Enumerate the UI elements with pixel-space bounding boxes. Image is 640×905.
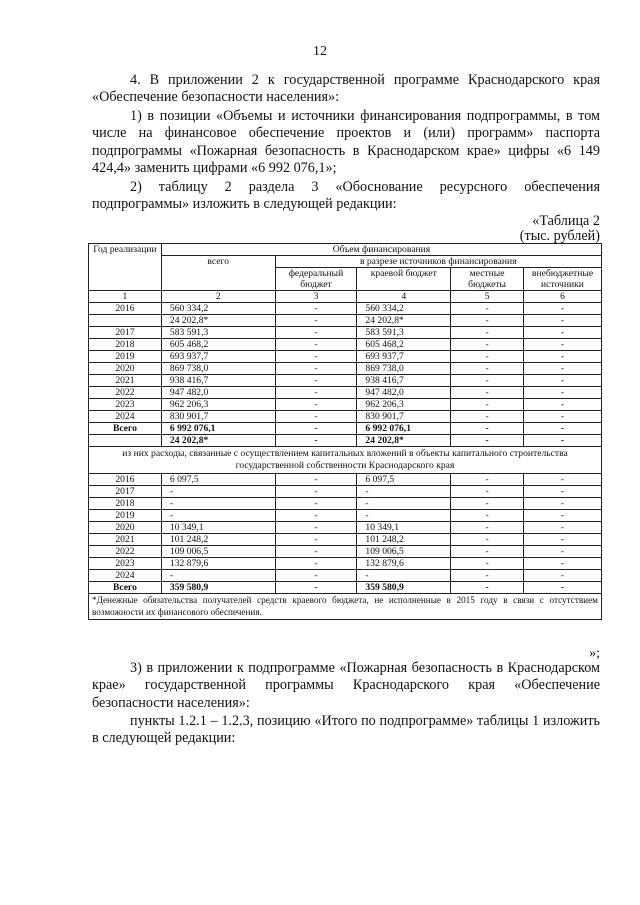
cell-total: 869 738,0 xyxy=(161,363,275,375)
cell-regional: - xyxy=(357,510,451,522)
cell-offbudget: - xyxy=(524,474,602,486)
header-volume: Объем финансирования xyxy=(161,244,601,256)
header-local: местные бюджеты xyxy=(451,268,524,291)
cell-total: - xyxy=(161,570,275,582)
cell-offbudget: - xyxy=(524,546,602,558)
closing-quote: »; xyxy=(589,646,600,661)
cell-regional: 962 206,3 xyxy=(357,399,451,411)
cell-offbudget: - xyxy=(524,375,602,387)
table-row xyxy=(89,351,602,363)
financing-table xyxy=(88,243,602,620)
cell-total: 24 202,8* xyxy=(161,315,275,327)
capital-row xyxy=(89,510,602,522)
cell-year: 2021 xyxy=(89,534,162,546)
col-number: 3 xyxy=(275,291,357,303)
cell-offbudget: - xyxy=(524,570,602,582)
cell-regional: 24 202,8* xyxy=(357,435,451,447)
cell-regional: 869 738,0 xyxy=(357,363,451,375)
cell-total: - xyxy=(161,486,275,498)
cell-local: - xyxy=(451,411,524,423)
cell-offbudget: - xyxy=(524,303,602,315)
cell-year: Всего xyxy=(89,582,162,594)
table-row xyxy=(89,303,602,315)
cell-regional: 560 334,2 xyxy=(357,303,451,315)
cell-offbudget: - xyxy=(524,411,602,423)
cell-total: 132 879,6 xyxy=(161,558,275,570)
cell-total: 109 006,5 xyxy=(161,546,275,558)
cell-total: 10 349,1 xyxy=(161,522,275,534)
capital-row xyxy=(89,570,602,582)
table-caption: «Таблица 2 xyxy=(532,213,600,229)
cell-local: - xyxy=(451,558,524,570)
cell-local: - xyxy=(451,435,524,447)
cell-federal: - xyxy=(275,522,357,534)
cell-local: - xyxy=(451,339,524,351)
cell-year: 2022 xyxy=(89,546,162,558)
table-row xyxy=(89,399,602,411)
cell-federal: - xyxy=(275,534,357,546)
cell-federal: - xyxy=(275,558,357,570)
capital-row xyxy=(89,522,602,534)
cell-regional: - xyxy=(357,486,451,498)
cell-local: - xyxy=(451,423,524,435)
total-row xyxy=(89,435,602,447)
cell-federal: - xyxy=(275,435,357,447)
total-row xyxy=(89,423,602,435)
cell-offbudget: - xyxy=(524,399,602,411)
cell-offbudget: - xyxy=(524,486,602,498)
cell-federal: - xyxy=(275,363,357,375)
capital-heading: из них расходы, связанные с осуществлением капитальных вложений в объекты капитального строительства государственной собственности Краснодарского края xyxy=(89,447,602,474)
cell-local: - xyxy=(451,387,524,399)
cell-offbudget: - xyxy=(524,423,602,435)
cell-local: - xyxy=(451,315,524,327)
cell-federal: - xyxy=(275,351,357,363)
cell-year: 2022 xyxy=(89,387,162,399)
cell-total: 605 468,2 xyxy=(161,339,275,351)
cell-year: 2019 xyxy=(89,510,162,522)
cell-year: 2016 xyxy=(89,303,162,315)
cell-federal: - xyxy=(275,339,357,351)
cell-offbudget: - xyxy=(524,387,602,399)
col-number: 2 xyxy=(161,291,275,303)
cell-regional: 830 901,7 xyxy=(357,411,451,423)
capital-row xyxy=(89,474,602,486)
cell-local: - xyxy=(451,534,524,546)
header-regional: краевой бюджет xyxy=(357,268,451,291)
cell-federal: - xyxy=(275,411,357,423)
cell-local: - xyxy=(451,363,524,375)
cell-offbudget: - xyxy=(524,339,602,351)
cell-regional: 605 468,2 xyxy=(357,339,451,351)
header-row-2 xyxy=(89,256,602,268)
cell-total: 24 202,8* xyxy=(161,435,275,447)
cell-federal: - xyxy=(275,423,357,435)
cell-offbudget: - xyxy=(524,498,602,510)
cell-total: 830 901,7 xyxy=(161,411,275,423)
cell-year: 2021 xyxy=(89,375,162,387)
cell-offbudget: - xyxy=(524,315,602,327)
table-row xyxy=(89,411,602,423)
cell-offbudget: - xyxy=(524,558,602,570)
table-row xyxy=(89,315,602,327)
cell-total: - xyxy=(161,498,275,510)
cell-regional: 24 202,8* xyxy=(357,315,451,327)
cell-federal: - xyxy=(275,582,357,594)
column-number-row xyxy=(89,291,602,303)
cell-local: - xyxy=(451,510,524,522)
cell-regional: - xyxy=(357,498,451,510)
cell-year: Всего xyxy=(89,423,162,435)
cell-federal: - xyxy=(275,570,357,582)
cell-regional: 132 879,6 xyxy=(357,558,451,570)
cell-year: 2017 xyxy=(89,327,162,339)
cell-year: 2023 xyxy=(89,399,162,411)
capital-row xyxy=(89,486,602,498)
cell-year: 2019 xyxy=(89,351,162,363)
cell-federal: - xyxy=(275,486,357,498)
cell-offbudget: - xyxy=(524,510,602,522)
cell-regional: 109 006,5 xyxy=(357,546,451,558)
cell-total: 359 580,9 xyxy=(161,582,275,594)
cell-total: 6 992 076,1 xyxy=(161,423,275,435)
cell-federal: - xyxy=(275,510,357,522)
cell-regional: 6 097,5 xyxy=(357,474,451,486)
cell-regional: 6 992 076,1 xyxy=(357,423,451,435)
col-number: 4 xyxy=(357,291,451,303)
cell-total: 101 248,2 xyxy=(161,534,275,546)
col-number: 5 xyxy=(451,291,524,303)
cell-year: 2016 xyxy=(89,474,162,486)
cell-regional: 947 482,0 xyxy=(357,387,451,399)
cell-local: - xyxy=(451,570,524,582)
cell-offbudget: - xyxy=(524,522,602,534)
header-by-source: в разрезе источников финансирования xyxy=(275,256,601,268)
capital-row xyxy=(89,558,602,570)
cell-local: - xyxy=(451,375,524,387)
cell-total: 947 482,0 xyxy=(161,387,275,399)
header-total: всего xyxy=(161,256,275,291)
table-row xyxy=(89,375,602,387)
cell-year: 2024 xyxy=(89,411,162,423)
capital-total-row xyxy=(89,582,602,594)
header-federal: федеральный бюджет xyxy=(275,268,357,291)
cell-year xyxy=(89,315,162,327)
cell-federal: - xyxy=(275,327,357,339)
header-row-1 xyxy=(89,244,602,256)
item-3: 3) в приложении к подпрограмме «Пожарная безопасность в Краснодарском крае» государственной программы Краснодарского края «Обеспечение безопасности населения»: xyxy=(92,660,600,711)
cell-federal: - xyxy=(275,303,357,315)
col-number: 1 xyxy=(89,291,162,303)
capital-heading-row xyxy=(89,447,602,474)
cell-offbudget: - xyxy=(524,435,602,447)
cell-federal: - xyxy=(275,498,357,510)
header-offbudget: внебюджетные источники xyxy=(524,268,602,291)
cell-regional: 10 349,1 xyxy=(357,522,451,534)
cell-federal: - xyxy=(275,315,357,327)
cell-local: - xyxy=(451,546,524,558)
cell-year: 2023 xyxy=(89,558,162,570)
table-footnote-row xyxy=(89,594,602,620)
col-number: 6 xyxy=(524,291,602,303)
cell-regional: 583 591,3 xyxy=(357,327,451,339)
cell-regional: 938 416,7 xyxy=(357,375,451,387)
cell-regional: 101 248,2 xyxy=(357,534,451,546)
capital-row xyxy=(89,534,602,546)
cell-year: 2024 xyxy=(89,570,162,582)
table-footnote: *Денежные обязательства получателей средств краевого бюджета, не исполненные в 2015 году в связи с отсутствием возможности их финансового обеспечения. xyxy=(89,594,602,620)
cell-federal: - xyxy=(275,399,357,411)
cell-offbudget: - xyxy=(524,582,602,594)
cell-local: - xyxy=(451,351,524,363)
cell-year: 2020 xyxy=(89,522,162,534)
item-4-sub-1: 1) в позиции «Объемы и источники финансирования подпрограммы, в том числе на финансовое обеспечение проектов и (или) программ» паспорта подпрограммы «Пожарная безопасность в Краснодарском крае» цифры «6 149 424,4» заменить цифрами «6 992 076,1»; xyxy=(92,108,600,177)
item-4-sub-2: 2) таблицу 2 раздела 3 «Обоснование ресурсного обеспечения подпрограммы» изложить в следующей редакции: xyxy=(92,179,600,213)
cell-year: 2020 xyxy=(89,363,162,375)
table-units: (тыс. рублей) xyxy=(519,228,600,244)
cell-offbudget: - xyxy=(524,327,602,339)
cell-local: - xyxy=(451,582,524,594)
page-number: 12 xyxy=(313,44,327,59)
cell-federal: - xyxy=(275,387,357,399)
cell-year: 2017 xyxy=(89,486,162,498)
cell-offbudget: - xyxy=(524,363,602,375)
cell-regional: 693 937,7 xyxy=(357,351,451,363)
table-row xyxy=(89,339,602,351)
cell-federal: - xyxy=(275,546,357,558)
cell-local: - xyxy=(451,498,524,510)
cell-total: 938 416,7 xyxy=(161,375,275,387)
cell-local: - xyxy=(451,522,524,534)
cell-total: 583 591,3 xyxy=(161,327,275,339)
cell-total: 560 334,2 xyxy=(161,303,275,315)
table-row xyxy=(89,327,602,339)
cell-year xyxy=(89,435,162,447)
table-row xyxy=(89,387,602,399)
cell-local: - xyxy=(451,303,524,315)
cell-regional: - xyxy=(357,570,451,582)
cell-local: - xyxy=(451,486,524,498)
cell-local: - xyxy=(451,399,524,411)
cell-year: 2018 xyxy=(89,498,162,510)
cell-total: 6 097,5 xyxy=(161,474,275,486)
cell-federal: - xyxy=(275,375,357,387)
cell-total: 962 206,3 xyxy=(161,399,275,411)
cell-offbudget: - xyxy=(524,351,602,363)
cell-local: - xyxy=(451,327,524,339)
cell-total: 693 937,7 xyxy=(161,351,275,363)
points-text: пункты 1.2.1 – 1.2.3, позицию «Итого по подпрограмме» таблицы 1 изложить в следующей редакции: xyxy=(92,713,600,747)
capital-row xyxy=(89,498,602,510)
cell-total: - xyxy=(161,510,275,522)
header-year: Год реализации xyxy=(89,244,162,291)
capital-row xyxy=(89,546,602,558)
cell-federal: - xyxy=(275,474,357,486)
cell-offbudget: - xyxy=(524,534,602,546)
cell-local: - xyxy=(451,474,524,486)
table-row xyxy=(89,363,602,375)
item-4-heading: 4. В приложении 2 к государственной программе Краснодарского края «Обеспечение безопасности населения»: xyxy=(92,72,600,106)
cell-year: 2018 xyxy=(89,339,162,351)
cell-regional: 359 580,9 xyxy=(357,582,451,594)
